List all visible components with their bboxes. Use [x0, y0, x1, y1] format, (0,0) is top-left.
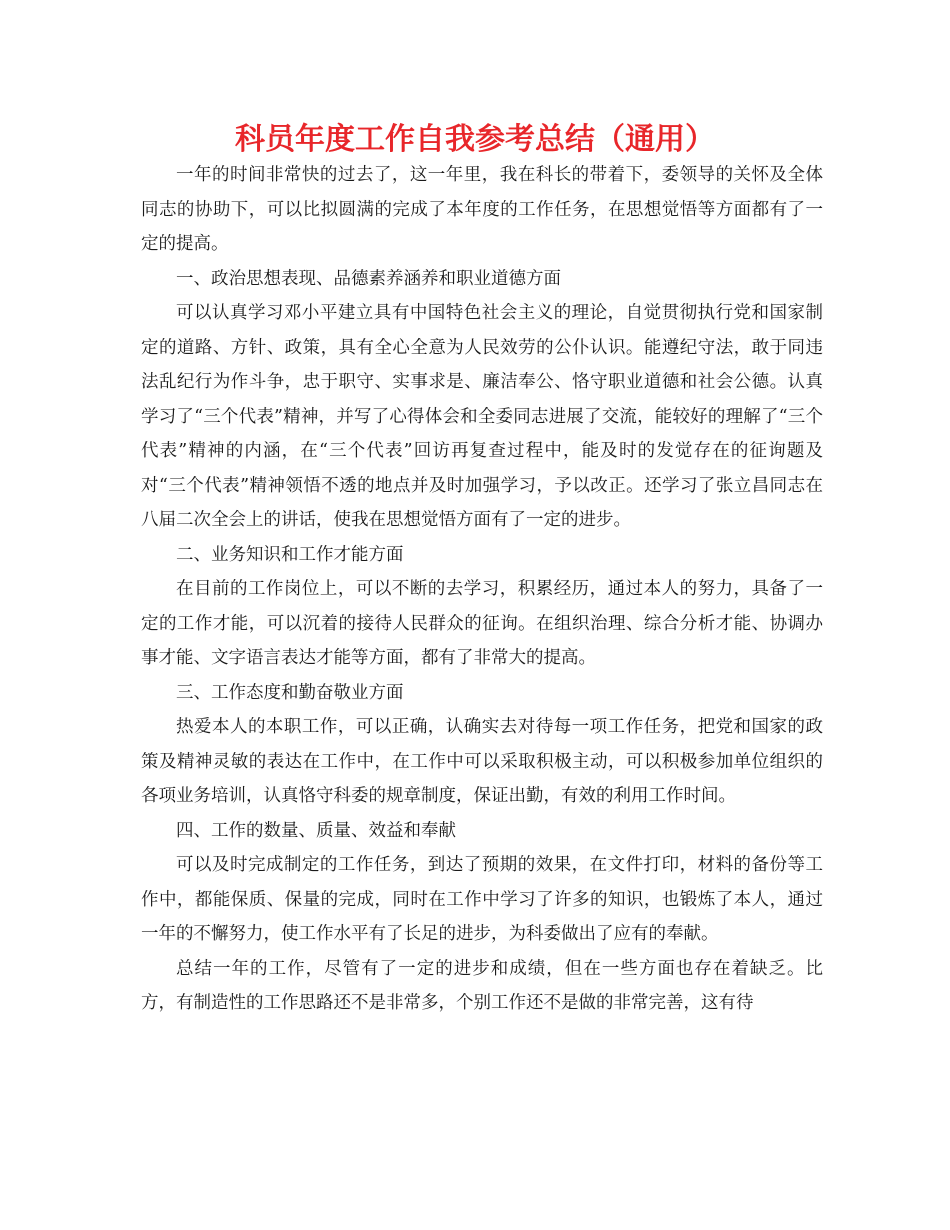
section-heading-output: 四、工作的数量、质量、效益和奉献 — [176, 820, 456, 841]
document-body — [141, 158, 823, 1021]
paragraph-attitude: 热爱本人的本职工作，可以正确，认确实去对待每一项工作任务，把党和国家的政策及精神灵敏的表达在工作中，在工作中可以采取积极主动，可以积极参加单位组织的各项业务培训，认真恪守科委的规章制度，保证出勤，有效的利用工作时间。 — [141, 717, 823, 806]
document-title: 科员年度工作自我参考总结（通用） — [235, 122, 715, 157]
paragraph-summary: 总结一年的工作，尽管有了一定的进步和成绩，但在一些方面也存在着缺乏。比方，有制造性的工作思路还不是非常多，个别工作还不是做的非常完善，这有待 — [141, 958, 823, 1013]
paragraph-output: 可以及时完成制定的工作任务，到达了预期的效果，在文件打印，材料的备份等工作中，都能保质、保量的完成，同时在工作中学习了许多的知识，也锻炼了本人，通过一年的不懈努力，使工作水平有了长足的进步，为科委做出了应有的奉献。 — [141, 855, 823, 944]
paragraph-business: 在目前的工作岗位上，可以不断的去学习，积累经历，通过本人的努力，具备了一定的工作才能，可以沉着的接待人民群众的征询。在组织治理、综合分析才能、协调办事才能、文字语言表达才能等方面，都有了非常大的提高。 — [141, 579, 823, 668]
section-heading-attitude: 三、工作态度和勤奋敬业方面 — [176, 682, 404, 703]
section-heading-business: 二、业务知识和工作才能方面 — [176, 544, 404, 565]
paragraph-political: 可以认真学习邓小平建立具有中国特色社会主义的理论，自觉贯彻执行党和国家制定的道路、方针、政策，具有全心全意为人民效劳的公仆认识。能遵纪守法，敢于同违法乱纪行为作斗争，忠于职守、实事求是、廉洁奉公、恪守职业道德和社会公德。认真学习了“三个代表”精神，并写了心得体会和全委同志进展了交流，能较好的理解了“三个代表”精神的内涵，在“三个代表”回访再复查过程中，能及时的发觉存在的征询题及对“三个代表”精神领悟不透的地点并及时加强学习，予以改正。还学习了张立昌同志在八届二次全会上的讲话，使我在思想觉悟方面有了一定的进步。 — [141, 303, 823, 530]
paragraph-intro: 一年的时间非常快的过去了，这一年里，我在科长的带着下，委领导的关怀及全体同志的协助下，可以比拟圆满的完成了本年度的工作任务，在思想觉悟等方面都有了一定的提高。 — [141, 165, 823, 254]
section-heading-political: 一、政治思想表现、品德素养涵养和职业道德方面 — [176, 268, 561, 289]
